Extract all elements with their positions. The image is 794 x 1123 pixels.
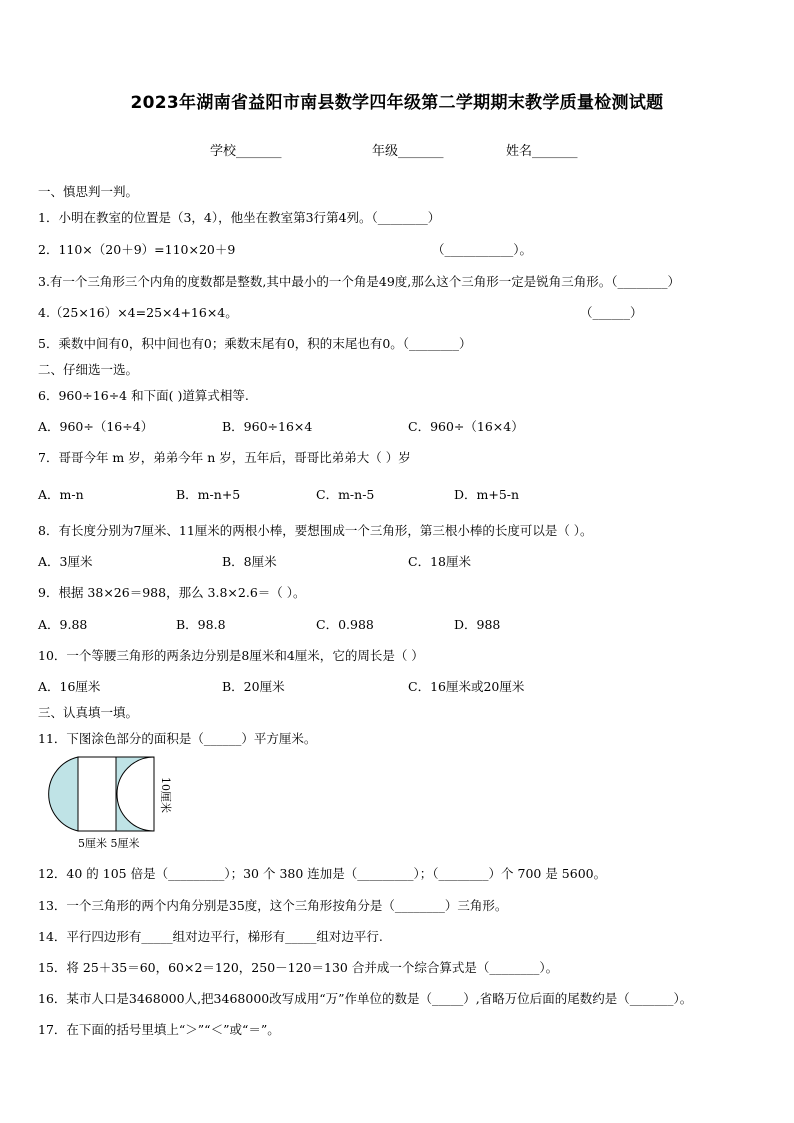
middle-rectangle — [78, 757, 116, 831]
question-7-option-d: D．m+5-n — [454, 487, 520, 502]
question-10-option-c: C．16厘米或20厘米 — [408, 679, 525, 694]
question-8-option-b: B．8厘米 — [222, 554, 277, 569]
question-3: 3.有一个三角形三个内角的度数都是整数,其中最小的一个角是49度,那么这个三角形一定是锐角三角形。（________） — [38, 274, 681, 289]
question-17: 17．在下面的括号里填上“＞”“＜”或“＝”。 — [38, 1022, 280, 1037]
question-9: 9．根据 38×26＝988，那么 3.8×2.6＝（ ）。 — [38, 585, 306, 600]
question-7-option-c: C．m-n-5 — [316, 487, 375, 502]
question-6-option-a: A．960÷（16÷4） — [38, 419, 154, 434]
section-heading-1: 一、慎思判一判。 — [38, 184, 139, 199]
school-field: 学校_______ — [210, 144, 282, 159]
question-13: 13．一个三角形的两个内角分别是35度，这个三角形按角分是（________）三角形。 — [38, 898, 508, 913]
question-9-option-a: A．9.88 — [38, 617, 88, 632]
question-10: 10．一个等腰三角形的两条边分别是8厘米和4厘米，它的周长是（ ） — [38, 648, 424, 663]
width-label: 5厘米 5厘米 — [78, 837, 140, 850]
question-2-answer-blank: （___________）。 — [432, 242, 533, 257]
question-9-option-c: C．0.988 — [316, 617, 374, 632]
question-7-option-a: A．m-n — [38, 487, 84, 502]
question-7-option-b: B．m-n+5 — [176, 487, 241, 502]
question-7: 7．哥哥今年 m 岁，弟弟今年 n 岁，五年后，哥哥比弟弟大（ ）岁 — [38, 450, 411, 465]
question-9-option-d: D．988 — [454, 617, 501, 632]
question-6: 6．960÷16÷4 和下面( )道算式相等. — [38, 388, 249, 403]
question-4: 4.（25×16）×4=25×4+16×4。 — [38, 305, 238, 320]
grade-field: 年级_______ — [372, 144, 444, 159]
question-8-option-c: C．18厘米 — [408, 554, 471, 569]
section-heading-2: 二、仔细选一选。 — [38, 362, 139, 377]
question-14: 14．平行四边形有_____组对边平行，梯形有_____组对边平行. — [38, 929, 383, 944]
question-11: 11．下图涂色部分的面积是（______）平方厘米。 — [38, 731, 317, 746]
question-8: 8．有长度分别为7厘米、11厘米的两根小棒，要想围成一个三角形，第三根小棒的长度可以是（ ）。 — [38, 523, 593, 538]
page-title: 2023年湖南省益阳市南县数学四年级第二学期期末教学质量检测试题 — [130, 93, 664, 113]
question-2: 2．110×（20＋9）=110×20＋9 — [38, 242, 236, 257]
question-4-answer-blank: （______） — [580, 305, 643, 320]
question-1: 1．小明在教室的位置是（3，4），他坐在教室第3行第4列。（________） — [38, 210, 441, 225]
question-15: 15．将 25＋35＝60，60×2＝120，250－120＝130 合并成一个综合算式是（________）。 — [38, 960, 559, 975]
shaded-area-diagram — [38, 755, 173, 855]
question-6-option-c: C．960÷（16×4） — [408, 419, 524, 434]
name-field: 姓名_______ — [506, 144, 578, 159]
left-semicircle-shaded — [49, 757, 78, 831]
question-5: 5．乘数中间有0，积中间也有0；乘数末尾有0，积的末尾也有0。（________） — [38, 336, 472, 351]
question-10-option-b: B．20厘米 — [222, 679, 285, 694]
question-11-figure — [38, 755, 173, 855]
section-heading-3: 三、认真填一填。 — [38, 705, 139, 720]
question-12: 12．40 的 105 倍是（_________）；30 个 380 连加是（_________）；（________）个 700 是 5600。 — [38, 866, 607, 881]
question-8-option-a: A．3厘米 — [38, 554, 93, 569]
question-6-option-b: B．960÷16×4 — [222, 419, 313, 434]
height-label: 10厘米 — [159, 777, 172, 813]
question-10-option-a: A．16厘米 — [38, 679, 101, 694]
question-9-option-b: B．98.8 — [176, 617, 226, 632]
question-16: 16．某市人口是3468000人,把3468000改写成用“万”作单位的数是（_____）,省略万位后面的尾数约是（_______）。 — [38, 991, 693, 1006]
